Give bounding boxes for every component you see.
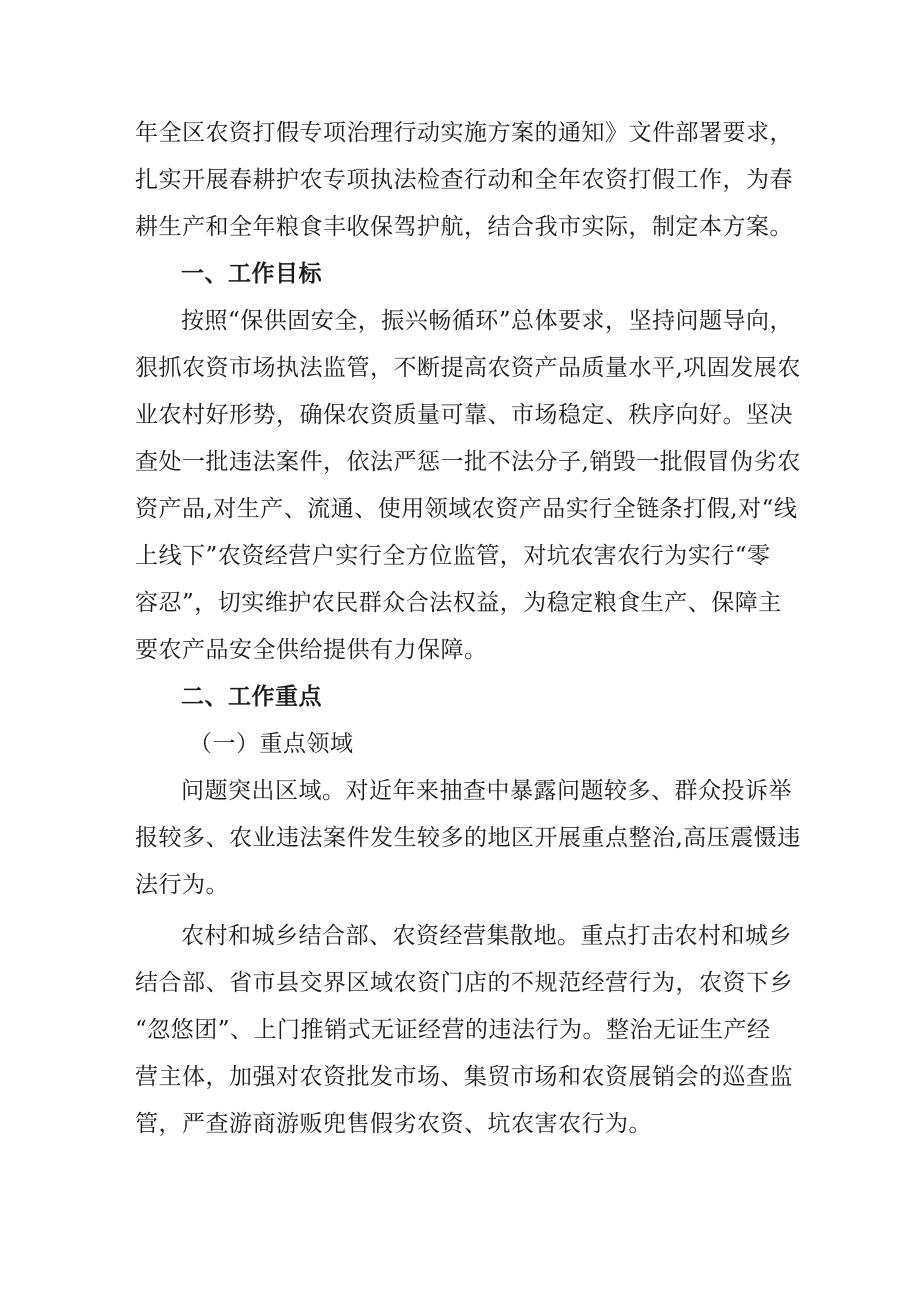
section-2-para-2-line-2: 结合部、省市县交界区域农资门店的不规范经营行为，农资下乡	[135, 970, 793, 996]
section-1-heading: 一、工作目标	[181, 261, 322, 287]
section-2-subheading: （一）重点领域	[189, 731, 354, 757]
document-page	[135, 110, 801, 1148]
section-1-line-3: 业农村好形势，确保农资质量可靠、市场稳定、秩序向好。坚决	[135, 402, 793, 428]
section-2-para-2-line-5: 管，严查游商游贩兜售假劣农资、坑农害农行为。	[135, 1111, 652, 1137]
intro-line-2: 扎实开展春耕护农专项执法检查行动和全年农资打假工作，为春	[135, 167, 793, 193]
section-1-line-2: 狠抓农资市场执法监管，不断提高农资产品质量水平,巩固发展农	[135, 355, 801, 381]
section-2-para-2-line-3: “忽悠团”、上门推销式无证经营的违法行为。整治无证生产经	[135, 1017, 771, 1043]
section-1-line-7: 容忍”，切实维护农民群众合法权益，为稳定粮食生产、保障主	[135, 590, 782, 616]
section-1-line-1: 按照“保供固安全，振兴畅循环”总体要求，坚持问题导向，	[181, 308, 794, 334]
section-1-line-4: 查处一批违法案件，依法严惩一批不法分子,销毁一批假冒伪劣农	[135, 449, 801, 475]
section-2-para-2-line-1: 农村和城乡结合部、农资经营集散地。重点打击农村和城乡	[181, 923, 792, 949]
section-2-para-1-line-1: 问题突出区域。对近年来抽查中暴露问题较多、群众投诉举	[181, 778, 792, 804]
section-2-para-2-line-4: 营主体，加强对农资批发市场、集贸市场和农资展销会的巡查监	[135, 1064, 793, 1090]
section-2-heading: 二、工作重点	[181, 684, 322, 710]
section-1-line-8: 要农产品安全供给提供有力保障。	[135, 637, 488, 663]
intro-line-1: 年全区农资打假专项治理行动实施方案的通知》文件部署要求，	[135, 120, 793, 146]
intro-line-3: 耕生产和全年粮食丰收保驾护航，结合我市实际，制定本方案。	[135, 214, 793, 240]
section-1-line-6: 上线下”农资经营户实行全方位监管，对坑农害农行为实行“零	[135, 543, 771, 569]
section-2-para-1-line-3: 法行为。	[135, 872, 229, 898]
section-1-line-5: 资产品,对生产、流通、使用领域农资产品实行全链条打假,对“线	[135, 496, 798, 522]
section-2-para-1-line-2: 报较多、农业违法案件发生较多的地区开展重点整治,高压震慑违	[135, 825, 801, 851]
